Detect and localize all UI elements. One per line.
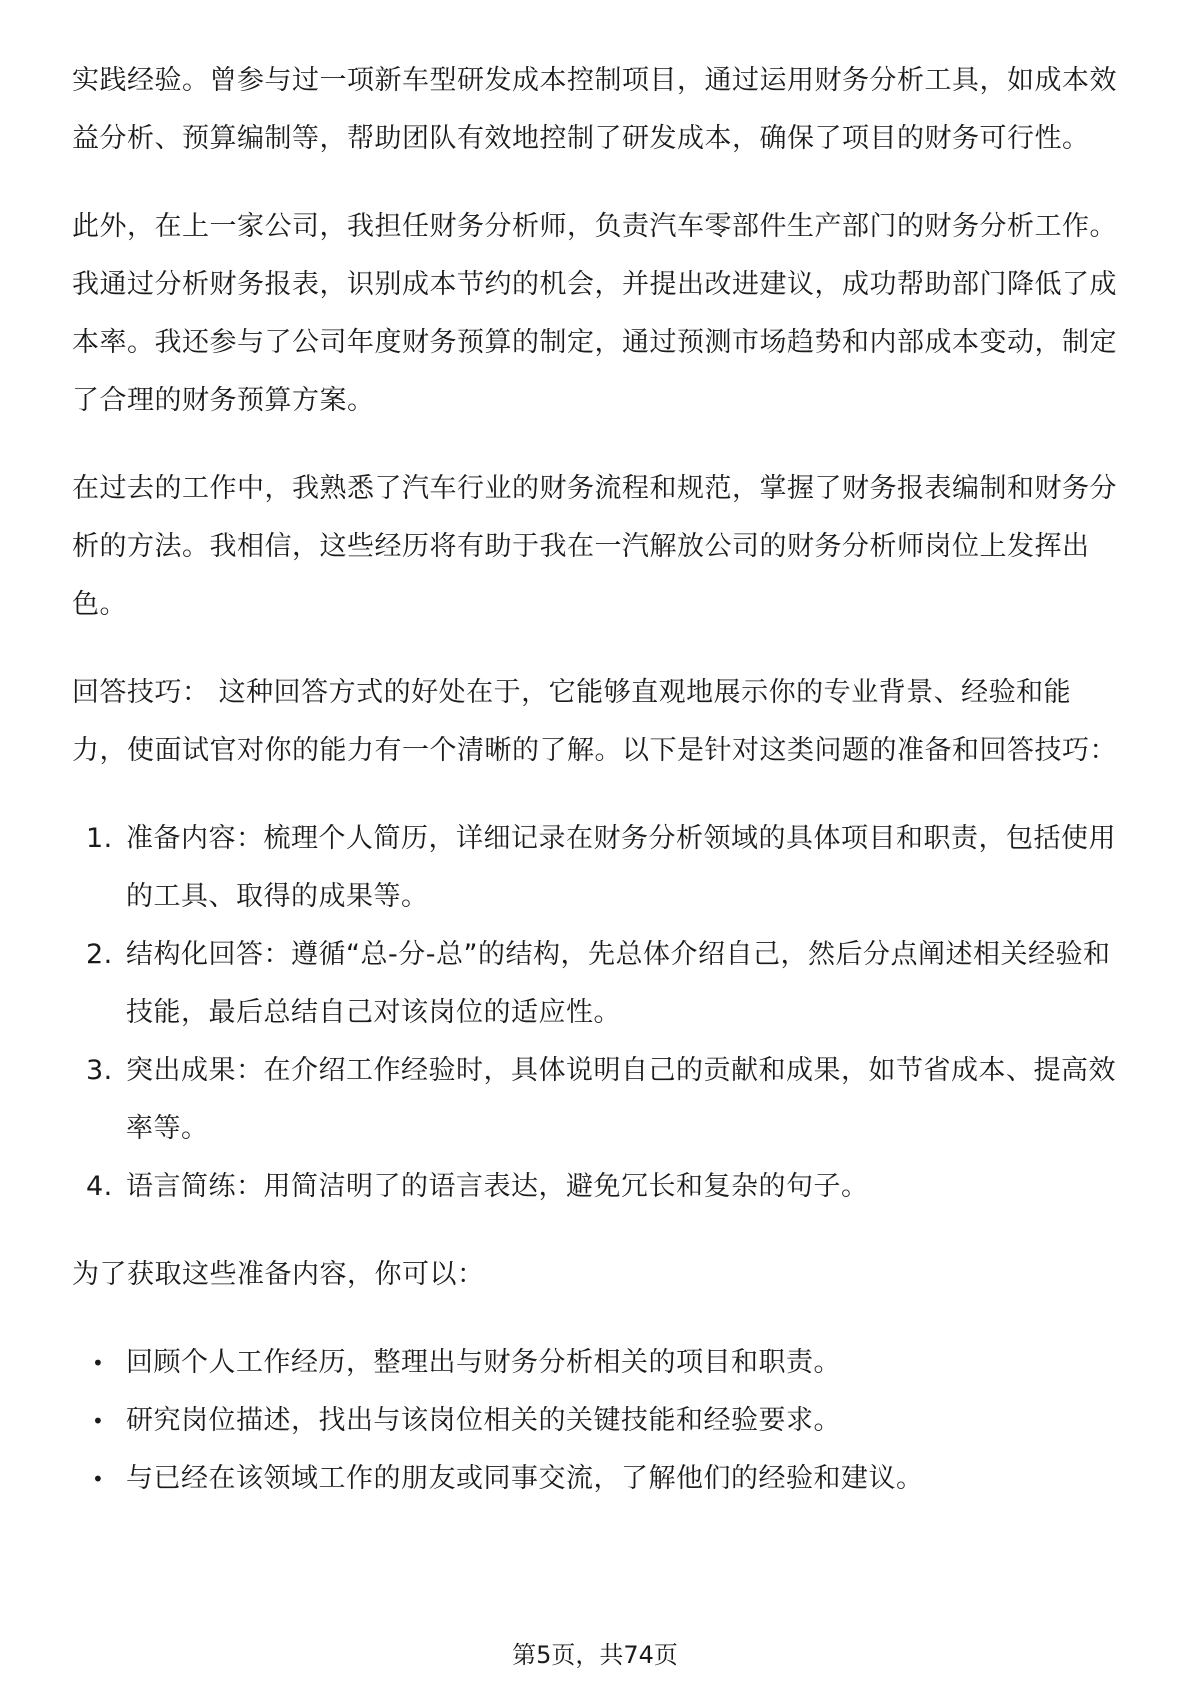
list-item-text: 与已经在该领域工作的朋友或同事交流，了解他们的经验和建议。 <box>126 1463 924 1494</box>
list-item <box>72 1158 1122 1216</box>
list-number: 2. <box>86 939 113 970</box>
bullet-icon: • <box>92 1467 105 1491</box>
list-item-text: 突出成果：在介绍工作经验时，具体说明自己的贡献和成果，如节省成本、提高效率等。 <box>126 1055 1116 1144</box>
numbered-list <box>72 810 1122 1216</box>
bullet-list <box>72 1334 1122 1508</box>
list-item-text: 研究岗位描述，找出与该岗位相关的关键技能和经验要求。 <box>126 1405 841 1436</box>
list-item <box>72 926 1122 1042</box>
list-item-text: 准备内容：梳理个人简历，详细记录在财务分析领域的具体项目和职责，包括使用的工具、取得的成果等。 <box>126 823 1116 912</box>
list-number: 1. <box>86 823 113 854</box>
list-item <box>72 810 1122 926</box>
paragraph-2: 此外，在上一家公司，我担任财务分析师，负责汽车零部件生产部门的财务分析工作。我通过分析财务报表，识别成本节约的机会，并提出改进建议，成功帮助部门降低了成本率。我还参与了公司年度财务预算的制定，通过预测市场趋势和内部成本变动，制定了合理的财务预算方案。 <box>72 211 1117 416</box>
list-item <box>72 1042 1122 1158</box>
paragraph-tips: 回答技巧： 这种回答方式的好处在于，它能够直观地展示你的专业背景、经验和能力，使面试官对你的能力有一个清晰的了解。以下是针对这类问题的准备和回答技巧： <box>72 677 1117 766</box>
page-footer: 第5页，共74页 <box>512 1641 678 1669</box>
list-item-text: 结构化回答：遵循“总-分-总”的结构，先总体介绍自己，然后分点阐述相关经验和技能，最后总结自己对该岗位的适应性。 <box>126 939 1111 1028</box>
bullet-icon: • <box>92 1409 105 1433</box>
document-page <box>72 52 1122 1538</box>
paragraph-1: 实践经验。曾参与过一项新车型研发成本控制项目，通过运用财务分析工具，如成本效益分析、预算编制等，帮助团队有效地控制了研发成本，确保了项目的财务可行性。 <box>72 65 1117 154</box>
paragraph-intro-bullets: 为了获取这些准备内容，你可以： <box>72 1259 485 1290</box>
list-number: 4. <box>86 1171 113 1202</box>
list-item-text: 回顾个人工作经历，整理出与财务分析相关的项目和职责。 <box>126 1347 841 1378</box>
paragraph-3: 在过去的工作中，我熟悉了汽车行业的财务流程和规范，掌握了财务报表编制和财务分析的方法。我相信，这些经历将有助于我在一汽解放公司的财务分析师岗位上发挥出色。 <box>72 473 1117 620</box>
list-number: 3. <box>86 1055 113 1086</box>
list-item-text: 语言简练：用简洁明了的语言表达，避免冗长和复杂的句子。 <box>126 1171 869 1202</box>
bullet-icon: • <box>92 1351 105 1375</box>
list-item <box>72 1392 1122 1450</box>
list-item <box>72 1334 1122 1392</box>
list-item <box>72 1450 1122 1508</box>
